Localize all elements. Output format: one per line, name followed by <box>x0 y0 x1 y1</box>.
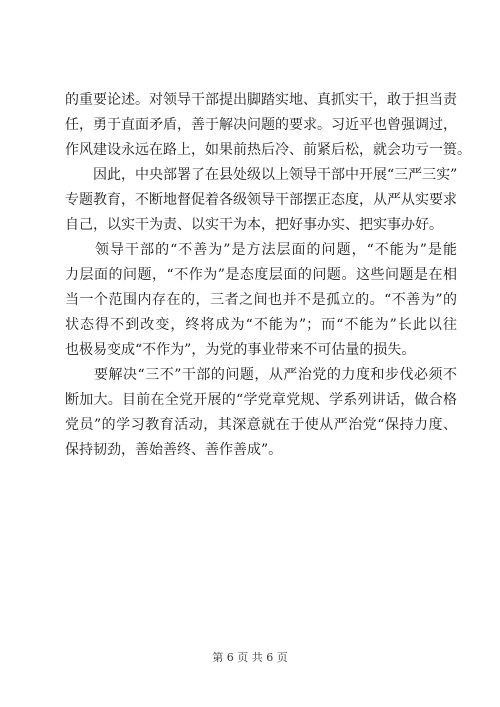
text-line: 因此，中央部署了在县处级以上领导干部中开展“三严三实” <box>65 167 458 183</box>
text-line: 任，勇于直面矛盾，善于解决问题的要求。习近平也曾强调过， <box>65 117 457 133</box>
text-line: 当一个范围内存在的，三者之间也并不是孤立的。“不善为”的 <box>65 292 457 308</box>
page-footer <box>0 651 500 665</box>
text-line: 领导干部的“不善为”是方法层面的问题，“不能为”是能 <box>65 242 457 258</box>
text-line: 专题教育，不断地督促着各级领导干部摆正态度，从严从实要求 <box>65 192 457 208</box>
text-line: 力层面的问题，“不作为”是态度层面的问题。这些问题是在相 <box>65 267 457 283</box>
paragraph <box>65 363 457 463</box>
text-line: 状态得不到改变，终将成为“不能为”；而“不能为”长此以往 <box>65 317 457 333</box>
text-line: 党员”的学习教育活动，其深意就在于使从严治党“保持力度、 <box>65 417 457 433</box>
text-line: 自己，以实干为责、以实干为本，把好事办实、把实事办好。 <box>65 217 443 233</box>
text-line: 也极易变成“不作为”，为党的事业带来不可估量的损失。 <box>65 342 416 358</box>
text-line: 的重要论述。对领导干部提出脚踏实地、真抓实干，敢于担当责 <box>65 92 457 108</box>
page-number: 第 6 页 共 6 页 <box>212 651 288 664</box>
text-line: 作风建设永远在路上，如果前热后冷、前紧后松，就会功亏一篑。 <box>65 142 471 158</box>
paragraph <box>65 88 471 163</box>
text-line: 保持韧劲，善始善终、善作善成”。 <box>65 442 283 458</box>
document-body <box>65 88 471 463</box>
paragraph <box>65 163 457 238</box>
paragraph <box>65 238 457 363</box>
text-line: 断加大。目前在全党开展的“学党章党规、学系列讲话，做合格 <box>65 392 457 408</box>
text-line: 要解决“三不”干部的问题，从严治党的力度和步伐必须不 <box>65 367 457 383</box>
